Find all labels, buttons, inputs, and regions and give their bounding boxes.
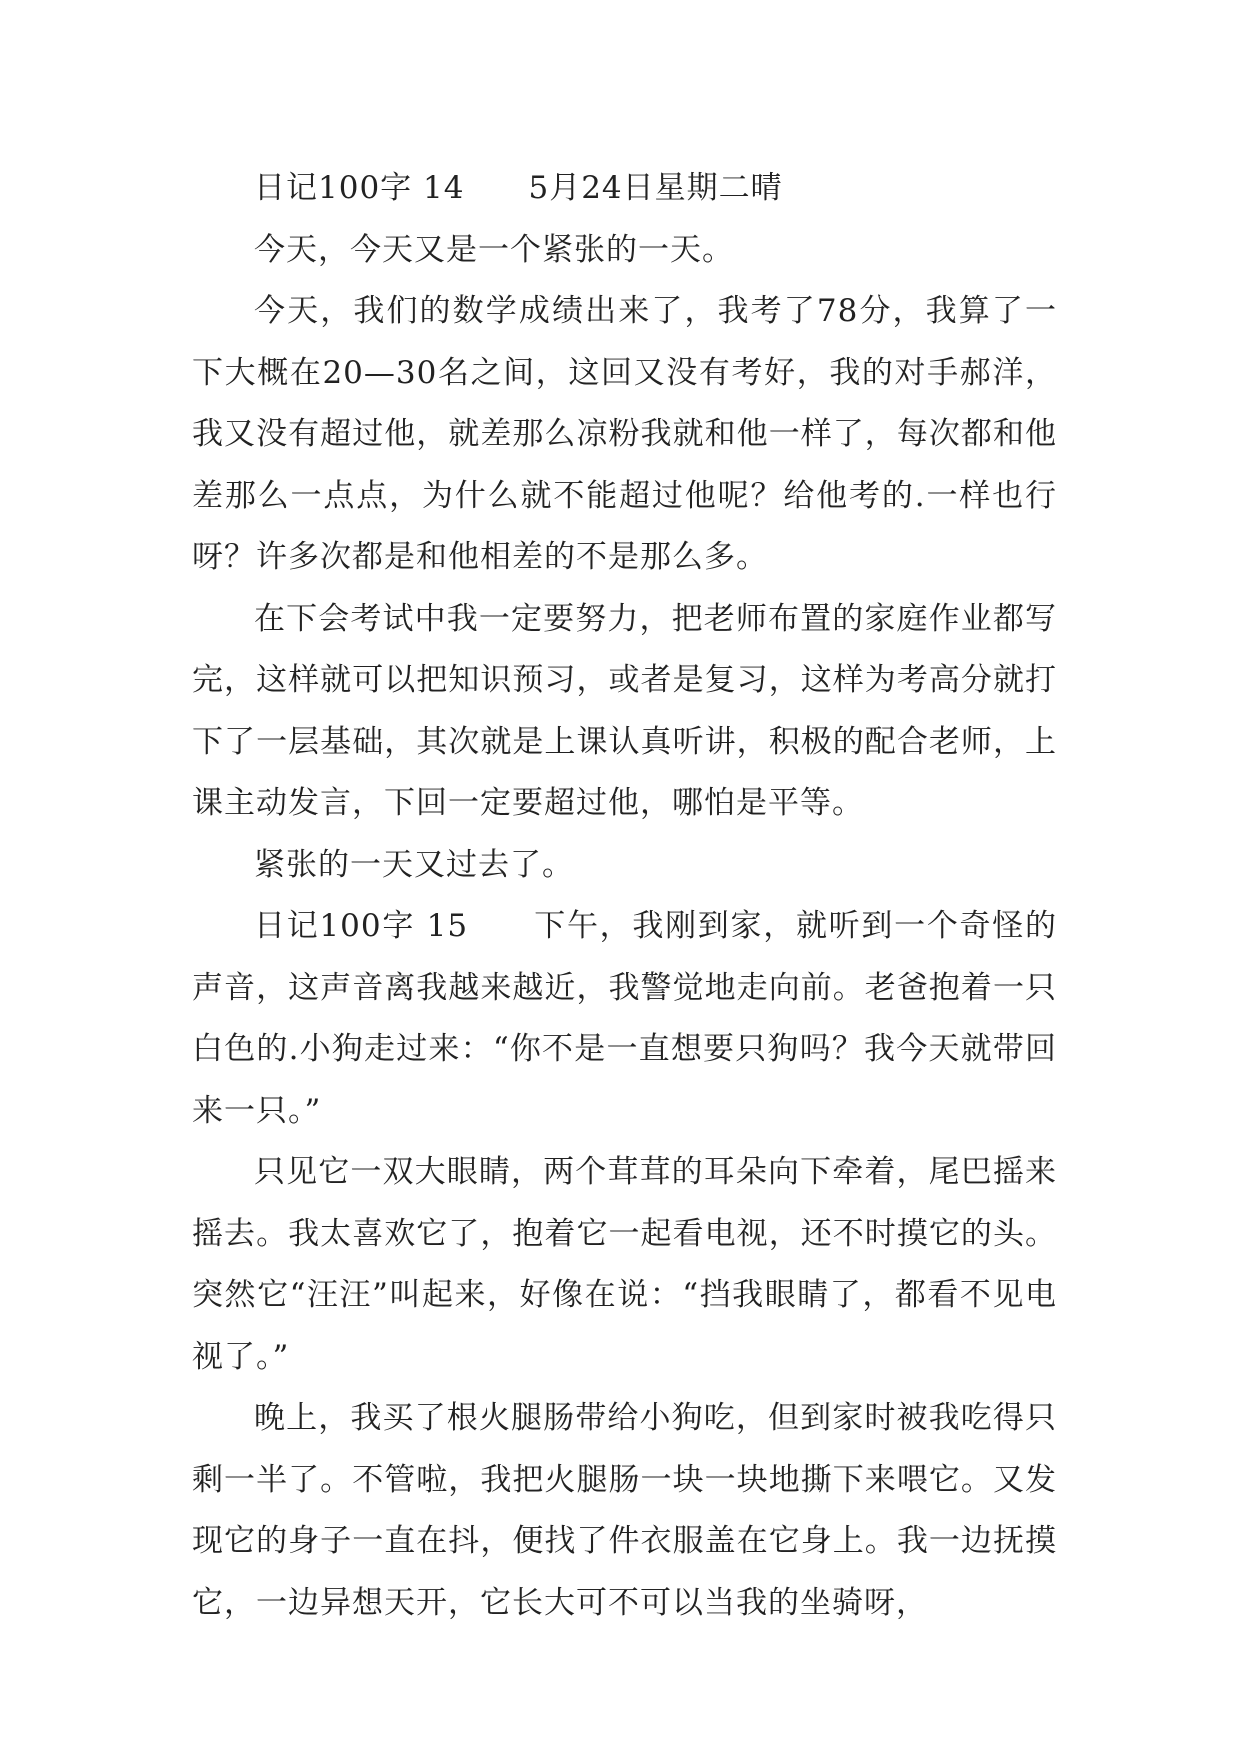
paragraph: 紧张的一天又过去了。	[254, 846, 574, 883]
document-body	[192, 158, 1057, 1634]
diary-14-header: 日记100字 14 5月24日星期二晴	[254, 170, 783, 206]
paragraph: 晚上，我买了根火腿肠带给小狗吃，但到家时被我吃得只剩一半了。不管啦，我把火腿肠一块一块地撕下来喂它。又发现它的身子一直在抖，便找了件衣服盖在它身上。我一边抚摸它，一边异想天开，它长大可不可以当我的坐骑呀，	[192, 1400, 1057, 1621]
paragraph: 今天，今天又是一个紧张的一天。	[254, 231, 734, 268]
paragraph: 在下会考试中我一定要努力，把老师布置的家庭作业都写完，这样就可以把知识预习，或者是复习，这样为考高分就打下了一层基础，其次就是上课认真听讲，积极的配合老师，上课主动发言，下回一定要超过他，哪怕是平等。	[192, 600, 1057, 821]
paragraph: 今天，我们的数学成绩出来了，我考了78分，我算了一下大概在20—30名之间，这回又没有考好，我的对手郝洋，我又没有超过他，就差那么凉粉我就和他一样了，每次都和他差那么一点点，为什么就不能超过他呢？给他考的.一样也行呀？许多次都是和他相差的不是那么多。	[192, 293, 1057, 575]
paragraph: 只见它一双大眼睛，两个茸茸的耳朵向下牵着，尾巴摇来摇去。我太喜欢它了，抱着它一起看电视，还不时摸它的头。突然它“汪汪”叫起来，好像在说：“挡我眼睛了，都看不见电视了。”	[192, 1154, 1057, 1375]
diary-15-header-paragraph: 日记100字 15 下午，我刚到家，就听到一个奇怪的声音，这声音离我越来越近，我警觉地走向前。老爸抱着一只白色的.小狗走过来：“你不是一直想要只狗吗？我今天就带回来一只。”	[192, 908, 1057, 1129]
